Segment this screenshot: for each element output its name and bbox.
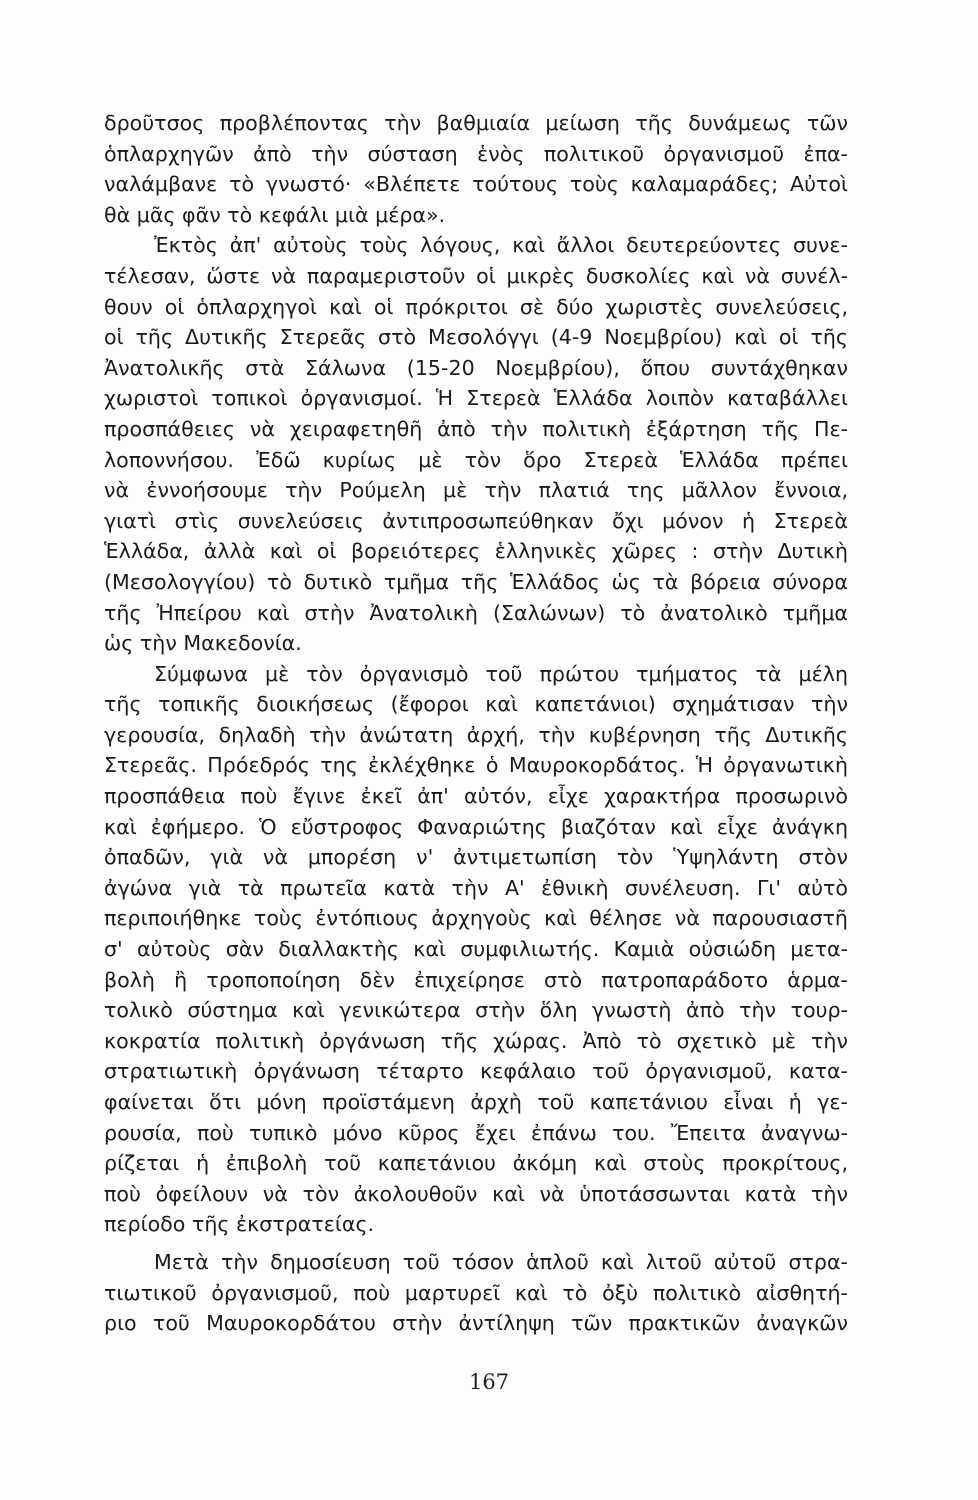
text-line: ὀπαδῶν, γιὰ νὰ μπορέση ν' ἀντιμετωπίση τὸν Ὑψηλάντη στὸν: [104, 845, 848, 870]
text-line: ρίζεται ἡ ἐπιβολὴ τοῦ καπετάνιου ἀκόμη καὶ στοὺς προκρίτους,: [104, 1151, 848, 1176]
text-line: ριο τοῦ Μαυροκορδάτου στὴν ἀντίληψη τῶν πρακτικῶν ἀναγκῶν: [104, 1311, 848, 1336]
text-line: βολὴ ἢ τροποποίηση δὲν ἐπιχείρησε στὸ πατροπαράδοτο ἁρμα-: [104, 967, 848, 992]
text-line: Ἑλλάδα, ἀλλὰ καὶ οἱ βορειότερες ἑλληνικὲς χῶρες : στὴν Δυτικὴ: [104, 539, 848, 564]
text-line: τῆς τοπικῆς διοικήσεως (ἔφοροι καὶ καπετάνιοι) σχημάτισαν τὴν: [104, 692, 848, 717]
text-line: νὰ ἐννοήσουμε τὴν Ρούμελη μὲ τὴν πλατιά της μᾶλλον ἔννοια,: [104, 478, 848, 503]
text-line: καὶ ἐφήμερο. Ὁ εὔστροφος Φαναριώτης βιαζόταν καὶ εἶχε ἀνάγκη: [104, 814, 848, 839]
text-line: Μετὰ τὴν δημοσίευση τοῦ τόσον ἁπλοῦ καὶ λιτοῦ αὐτοῦ στρα-: [154, 1249, 848, 1274]
page-number: 167: [468, 1370, 510, 1394]
paragraph: [104, 1247, 848, 1339]
text-line: Ἐκτὸς ἀπ' αὐτοὺς τοὺς λόγους, καὶ ἄλλοι δευτερεύοντες συνε-: [154, 233, 848, 258]
text-line: θὰ μᾶς φᾶν τὸ κεφάλι μιὰ μέρα».: [104, 202, 446, 227]
paragraph: [104, 108, 848, 230]
text-line: ὡς τὴν Μακεδονία.: [104, 631, 302, 656]
paragraph: [104, 659, 848, 1240]
text-line: περιποιήθηκε τοὺς ἐντόπιους ἀρχηγοὺς καὶ θέλησε νὰ παρουσιαστῆ: [104, 906, 848, 931]
text-line: Ἀνατολικῆς στὰ Σάλωνα (15-20 Νοεμβρίου), ὅπου συντάχθηκαν: [104, 355, 848, 380]
body-text: [104, 108, 848, 1339]
text-line: ρουσία, ποὺ τυπικὸ μόνο κῦρος ἔχει ἐπάνω του. Ἔπειτα ἀναγνω-: [104, 1120, 848, 1145]
paragraph: [104, 230, 848, 658]
text-line: χωριστοὶ τοπικοὶ ὀργανισμοί. Ἡ Στερεὰ Ἑλλάδα λοιπὸν καταβάλλει: [104, 386, 848, 411]
text-line: λοποννήσου. Ἐδῶ κυρίως μὲ τὸν ὅρο Στερεὰ Ἑλλάδα πρέπει: [104, 447, 848, 472]
text-line: τολικὸ σύστημα καὶ γενικώτερα στὴν ὅλη γνωστὴ ἀπὸ τὴν τουρ-: [104, 998, 848, 1023]
text-line: προσπάθειες νὰ χειραφετηθῆ ἀπὸ τὴν πολιτικὴ ἐξάρτηση τῆς Πε-: [104, 416, 848, 441]
text-line: γιατὶ στὶς συνελεύσεις ἀντιπροσωπεύθηκαν ὄχι μόνον ἡ Στερεὰ: [104, 508, 848, 533]
text-line: ποὺ ὀφείλουν νὰ τὸν ἀκολουθοῦν καὶ νὰ ὑποτάσσωνται κατὰ τὴν: [104, 1181, 848, 1206]
text-line: ὁπλαρχηγῶν ἀπὸ τὴν σύσταση ἑνὸς πολιτικοῦ ὀργανισμοῦ ἐπα-: [104, 141, 848, 166]
text-line: Σύμφωνα μὲ τὸν ὀργανισμὸ τοῦ πρώτου τμήματος τὰ μέλη: [154, 661, 848, 686]
text-line: θουν οἱ ὁπλαρχηγοὶ καὶ οἱ πρόκριτοι σὲ δύο χωριστὲς συνελεύσεις,: [104, 294, 848, 319]
text-line: τέλεσαν, ὥστε νὰ παραμεριστοῦν οἱ μικρὲς δυσκολίες καὶ νὰ συνέλ-: [104, 263, 848, 288]
paragraph-gap: [104, 1240, 848, 1247]
text-line: ἀγώνα γιὰ τὰ πρωτεῖα κατὰ τὴν Α' ἐθνικὴ συνέλευση. Γι' αὐτὸ: [104, 875, 848, 900]
text-line: τιωτικοῦ ὀργανισμοῦ, ποὺ μαρτυρεῖ καὶ τὸ ὀξὺ πολιτικὸ αἰσθητή-: [104, 1280, 848, 1305]
text-line: στρατιωτικὴ ὀργάνωση τέταρτο κεφάλαιο τοῦ ὀργανισμοῦ, κατα-: [104, 1059, 848, 1084]
text-line: προσπάθεια ποὺ ἔγινε ἐκεῖ ἀπ' αὐτόν, εἶχε χαρακτήρα προσωρινὸ: [104, 784, 848, 809]
text-line: κοκρατία πολιτικὴ ὀργάνωση τῆς χώρας. Ἀπὸ τὸ σχετικὸ μὲ τὴν: [104, 1028, 848, 1053]
text-line: οἱ τῆς Δυτικῆς Στερεᾶς στὸ Μεσολόγγι (4-9 Νοεμβρίου) καὶ οἱ τῆς: [104, 325, 848, 350]
text-line: Στερεᾶς. Πρόεδρός της ἐκλέχθηκε ὁ Μαυροκορδάτος. Ἡ ὀργανωτικὴ: [104, 753, 848, 778]
text-line: (Μεσολογγίου) τὸ δυτικὸ τμῆμα τῆς Ἑλλάδος ὡς τὰ βόρεια σύνορα: [104, 569, 848, 594]
text-line: δροῦτσος προβλέποντας τὴν βαθμιαία μείωση τῆς δυνάμεως τῶν: [104, 111, 848, 135]
text-line: τῆς Ἠπείρου καὶ στὴν Ἀνατολικὴ (Σαλώνων) τὸ ἀνατολικὸ τμῆμα: [104, 600, 848, 625]
text-line: ναλάμβανε τὸ γνωστό· «Βλέπετε τούτους τοὺς καλαμαράδες; Αὐτοὶ: [104, 172, 848, 197]
text-line: σ' αὐτοὺς σὰν διαλλακτὴς καὶ συμφιλιωτής. Καμιὰ οὐσιώδη μετα-: [104, 937, 848, 962]
text-line: περίοδο τῆς ἐκστρατείας.: [104, 1212, 375, 1237]
text-line: φαίνεται ὅτι μόνη προϊστάμενη ἀρχὴ τοῦ καπετάνιου εἶναι ἡ γε-: [104, 1090, 848, 1114]
text-line: γερουσία, δηλαδὴ τὴν ἀνώτατη ἀρχή, τὴν κυβέρνηση τῆς Δυτικῆς: [104, 722, 848, 747]
